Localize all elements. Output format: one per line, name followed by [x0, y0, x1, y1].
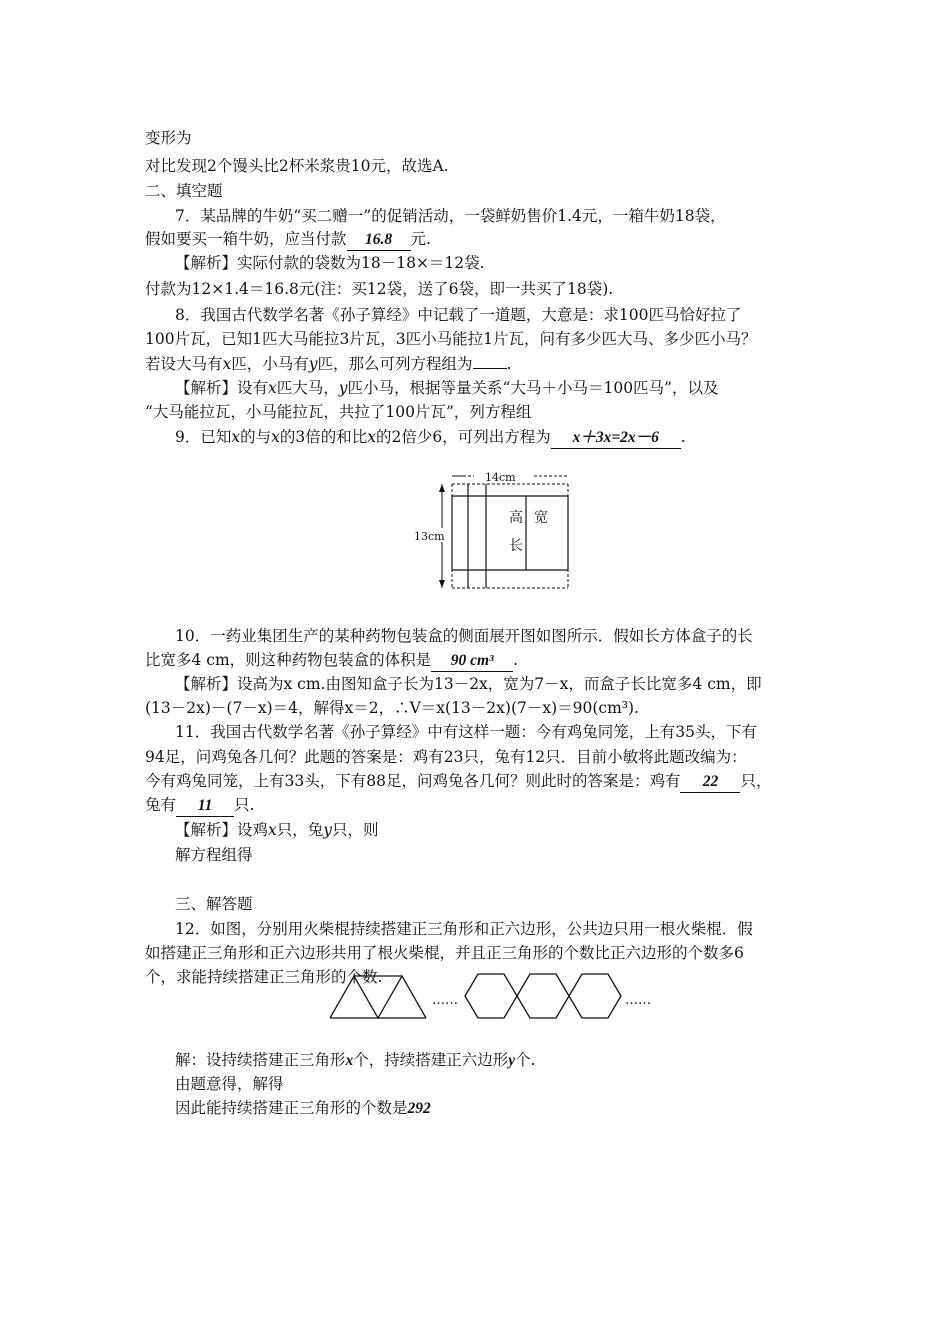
question-12-line: 个，求能持续搭建正三角形的个数.	[145, 968, 383, 986]
question-11-line: 94足，问鸡兔各几何？此题的答案是：鸡有23只，兔有12只．目前小敏将此题改编为：	[145, 748, 747, 766]
question-8-line: 若设大马有x匹，小马有y匹，那么可列方程组为 .	[145, 355, 512, 373]
question-9: 9．已知x的与x的3倍的和比x的2倍少6，可列出方程为 x＋3x=2x－6 .	[175, 427, 686, 449]
section-heading: 二、填空题	[145, 182, 223, 200]
height-label: 13cm	[414, 530, 445, 543]
solution-7-line: 付款为12×1.4＝16.8元(注：买12袋，送了6袋，即一共买了18袋).	[145, 280, 614, 298]
answer-blank	[473, 368, 507, 369]
solution-7: 【解析】实际付款的袋数为18－18×＝12袋.	[175, 254, 485, 272]
dots-1: ……	[432, 993, 458, 1008]
matchstick-figure	[320, 968, 670, 1030]
final-answer: 292	[407, 1100, 431, 1117]
question-10: 10．一药业集团生产的某种药物包装盒的侧面展开图如图所示．假如长方体盒子的长	[175, 627, 753, 645]
section-heading: 三、解答题	[175, 895, 253, 913]
text-line: 对比发现2个馒头比2杯米浆贵10元，故选A.	[145, 157, 449, 175]
solution-10: 【解析】设高为x cm.由图知盒子长为13－2x，宽为7－x，而盒子长比宽多4 cm，即	[175, 675, 762, 693]
answer-12-line: 因此能持续搭建正三角形的个数是292	[175, 1099, 431, 1117]
answer-12: 解：设持续搭建正三角形x个，持续搭建正六边形y个.	[175, 1051, 536, 1069]
solution-10-line: (13－2x)－(7－x)＝4，解得x＝2，∴V＝x(13－2x)(7－x)＝90(cm³).	[145, 699, 639, 717]
box-net-figure	[410, 470, 580, 592]
label-kuan: 宽	[534, 510, 548, 526]
label-gao: 高	[509, 510, 523, 526]
question-12: 12．如图，分别用火柴棍持续搭建正三角形和正六边形，公共边只用一根火柴棍．假	[175, 920, 753, 938]
question-10-line: 比宽多4 cm，则这种药物包装盒的体积是 90 cm³ .	[145, 650, 518, 672]
question-8-line: 100片瓦，已知1匹大马能拉3片瓦，3匹小马能拉1片瓦，问有多少匹大马、多少匹小马？	[145, 330, 757, 348]
question-8: 8．我国古代数学名著《孙子算经》中记载了一道题，大意是：求100匹马恰好拉了	[175, 306, 742, 324]
answer-blank: x＋3x=2x－6	[551, 428, 681, 449]
question-11-line: 兔有 11 只.	[145, 795, 254, 817]
text-line: 变形为	[145, 129, 192, 147]
answer-blank: 90 cm³	[431, 651, 513, 672]
solution-8: 【解析】设有x匹大马，y匹小马，根据等量关系“大马＋小马＝100匹马”，以及	[175, 379, 719, 397]
answer-blank: 22	[680, 772, 740, 793]
question-12-line: 如搭建正三角形和正六边形共用了根火柴棍，并且正三角形的个数比正六边形的个数多6	[145, 944, 744, 962]
question-11: 11．我国古代数学名著《孙子算经》中有这样一题：今有鸡兔同笼，上有35头，下有	[175, 723, 757, 741]
solution-11: 【解析】设鸡x只，兔y只，则	[175, 821, 379, 839]
label-chang: 长	[509, 538, 523, 554]
question-7: 7．某品牌的牛奶“买二赠一”的促销活动，一袋鲜奶售价1.4元，一箱牛奶18袋，	[175, 207, 726, 225]
question-7-line: 假如要买一箱牛奶，应当付款 16.8 元.	[145, 229, 431, 251]
answer-12-line: 由题意得，解得	[175, 1075, 284, 1093]
solution-11-line: 解方程组得	[175, 846, 253, 864]
answer-blank: 16.8	[347, 230, 411, 251]
width-label: 14cm	[485, 471, 516, 484]
answer-blank: 11	[176, 796, 234, 817]
dots-2: ……	[625, 993, 651, 1008]
question-11-line: 今有鸡兔同笼，上有33头，下有88足，问鸡兔各几何？则此时的答案是：鸡有 22 只，	[145, 771, 771, 793]
solution-8-line: “大马能拉瓦，小马能拉瓦，共拉了100片瓦”，列方程组	[145, 403, 532, 421]
